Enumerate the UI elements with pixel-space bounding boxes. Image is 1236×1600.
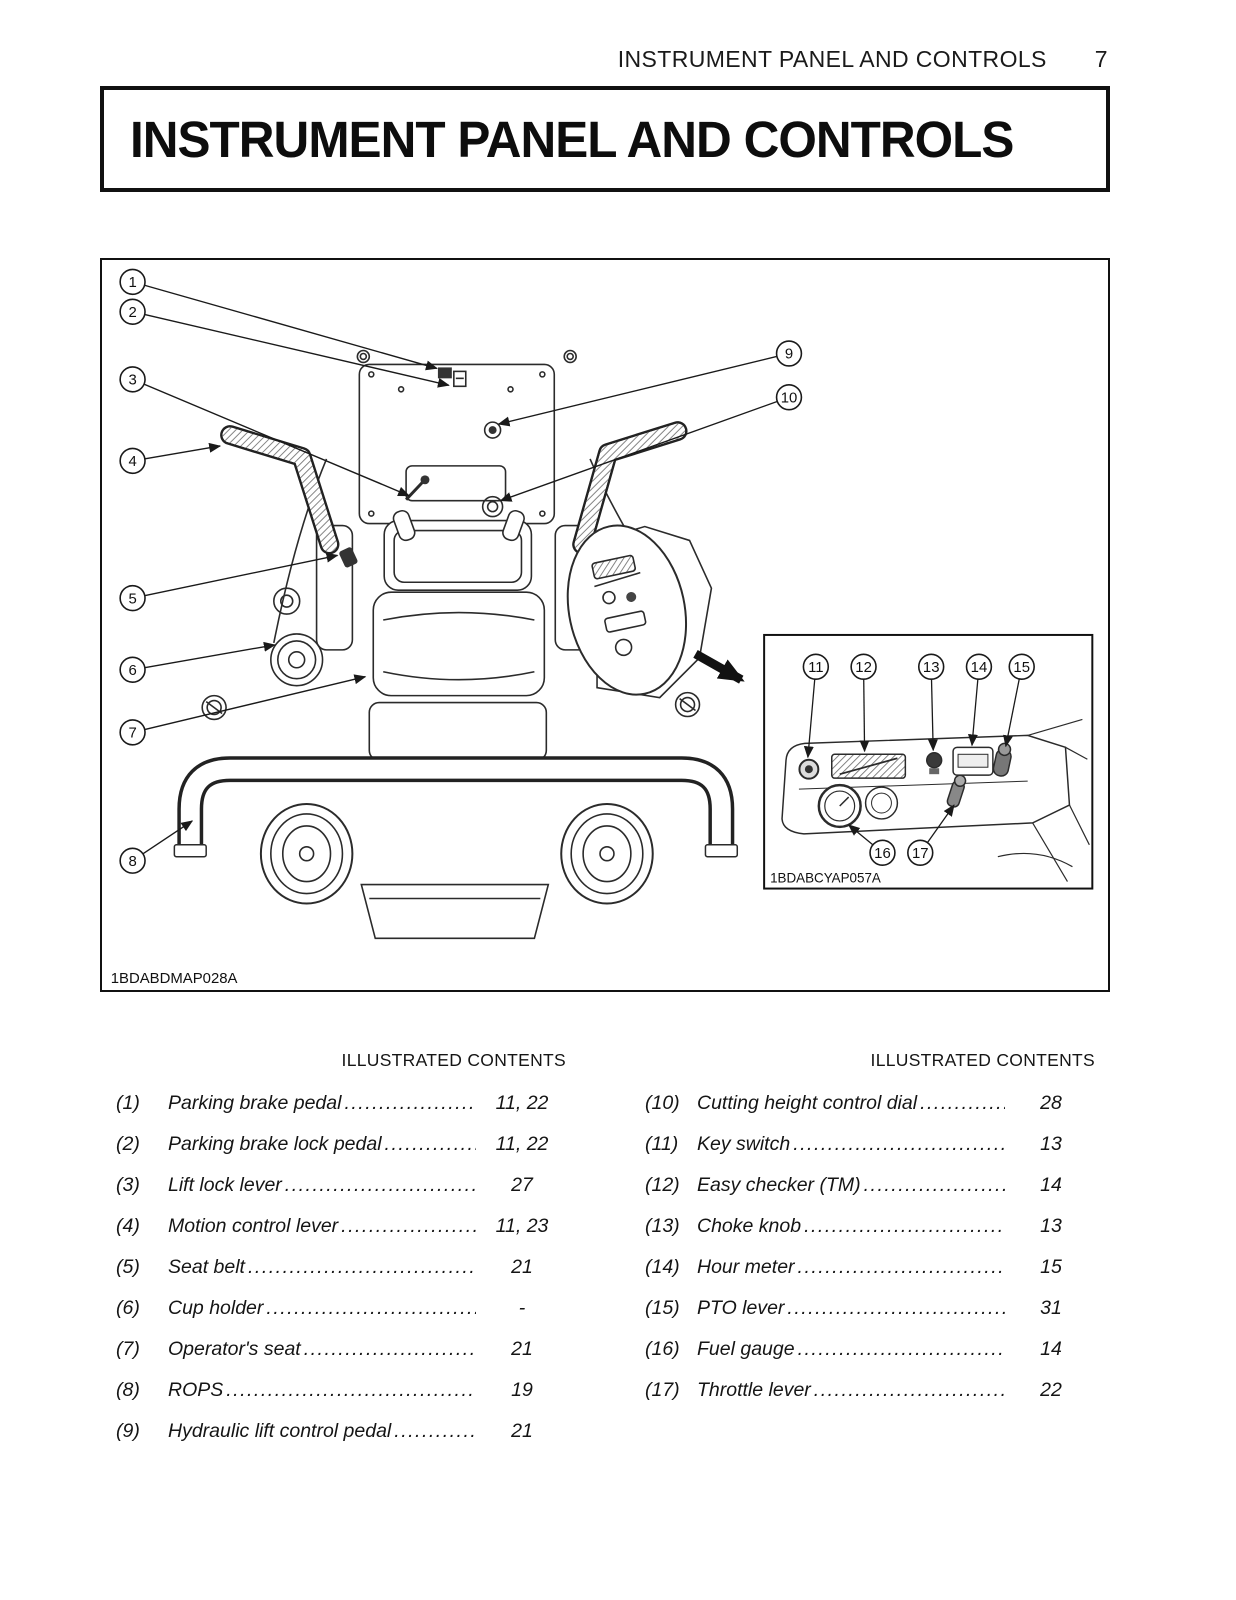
toc-item-7	[116, 1329, 568, 1370]
toc-item-number: (5)	[116, 1256, 140, 1278]
motion-control-lever-left	[230, 435, 329, 544]
toc-item-number: (4)	[116, 1215, 140, 1237]
toc-dots	[798, 1256, 1005, 1279]
figure-code: 1BDABDMAP028A	[110, 971, 238, 988]
svg-text:6: 6	[128, 662, 137, 679]
toc-dots	[248, 1256, 476, 1279]
key-switch-drawing	[799, 760, 818, 779]
callout-4	[120, 448, 145, 473]
svg-text:8: 8	[128, 853, 137, 870]
toc-item-number: (13)	[645, 1215, 680, 1237]
toc-item-10	[645, 1083, 1097, 1124]
toc-dots	[787, 1297, 1005, 1320]
toc-dots	[793, 1133, 1005, 1156]
hour-meter-drawing	[953, 747, 993, 775]
svg-text:9: 9	[784, 346, 794, 363]
toc-dots	[344, 1092, 476, 1115]
callout-10	[777, 385, 802, 410]
toc-item-2	[116, 1124, 568, 1165]
toc-item-number: (11)	[645, 1133, 679, 1155]
toc-item-pages: 11, 23	[495, 1215, 549, 1237]
toc-item-pages: 14	[1040, 1338, 1062, 1360]
toc-item-label: Easy checker (TM)	[697, 1174, 861, 1196]
callout-15	[1009, 654, 1034, 679]
toc-item-pages: 14	[1040, 1174, 1062, 1196]
toc-item-14	[645, 1247, 1097, 1288]
toc-item-pages: 28	[1040, 1092, 1062, 1114]
toc-item-number: (3)	[116, 1174, 140, 1196]
toc-item-pages: 11, 22	[495, 1133, 549, 1155]
contents-heading-right: ILLUSTRATED CONTENTS	[870, 1050, 1095, 1070]
inset-panel	[764, 635, 1092, 889]
toc-item-number: (6)	[116, 1297, 140, 1319]
toc-item-pages: 11, 22	[495, 1092, 549, 1114]
callout-2	[120, 299, 145, 324]
toc-item-5	[116, 1247, 568, 1288]
toc-item-number: (14)	[645, 1256, 680, 1278]
callout-1	[120, 269, 145, 294]
toc-item-8	[116, 1370, 568, 1411]
toc-item-pages: 27	[511, 1174, 533, 1196]
callout-9	[777, 341, 802, 366]
toc-dots	[285, 1174, 476, 1197]
toc-dots	[798, 1338, 1005, 1361]
contents-heading-left: ILLUSTRATED CONTENTS	[341, 1050, 566, 1070]
toc-item-label: Throttle lever	[697, 1379, 811, 1401]
toc-item-label: Choke knob	[697, 1215, 802, 1237]
toc-item-pages: 13	[1040, 1133, 1062, 1155]
toc-item-label: Seat belt	[168, 1256, 245, 1278]
toc-item-number: (12)	[645, 1174, 680, 1196]
toc-item-label: Parking brake lock pedal	[168, 1133, 382, 1155]
toc-item-11	[645, 1124, 1097, 1165]
toc-item-label: Lift lock lever	[168, 1174, 282, 1196]
toc-dots	[394, 1420, 476, 1443]
toc-item-3	[116, 1165, 568, 1206]
svg-text:16: 16	[874, 845, 891, 862]
callout-12	[851, 654, 876, 679]
toc-item-pages: 21	[511, 1420, 533, 1442]
toc-item-13	[645, 1206, 1097, 1247]
mower-illustration	[174, 351, 741, 939]
toc-item-pages: 15	[1040, 1256, 1062, 1278]
svg-text:1: 1	[128, 275, 137, 292]
callout-13	[919, 654, 944, 679]
toc-item-16	[645, 1329, 1097, 1370]
toc-item-number: (10)	[645, 1092, 680, 1114]
svg-text:10: 10	[780, 390, 798, 407]
toc-dots	[226, 1379, 476, 1402]
callout-11	[803, 654, 828, 679]
illustrated-contents-left	[116, 1050, 568, 1452]
toc-item-label: Cup holder	[168, 1297, 264, 1319]
toc-item-number: (9)	[116, 1420, 140, 1442]
callout-5	[120, 586, 145, 611]
toc-item-number: (15)	[645, 1297, 680, 1319]
toc-item-label: Cutting height control dial	[697, 1092, 918, 1114]
toc-dots	[814, 1379, 1005, 1402]
toc-item-label: Fuel gauge	[697, 1338, 795, 1360]
toc-dots	[804, 1215, 1005, 1238]
toc-item-label: Key switch	[697, 1133, 791, 1155]
toc-item-pages: 22	[1040, 1379, 1062, 1401]
toc-item-number: (17)	[645, 1379, 680, 1401]
figure-box	[100, 258, 1110, 992]
svg-text:7: 7	[128, 725, 137, 742]
toc-dots	[920, 1092, 1005, 1115]
svg-text:12: 12	[855, 659, 872, 676]
running-header-title: INSTRUMENT PANEL AND CONTROLS	[617, 46, 1047, 72]
toc-item-label: PTO lever	[697, 1297, 785, 1319]
toc-item-pages: -	[518, 1297, 526, 1319]
page-number: 7	[1094, 46, 1108, 72]
toc-item-number: (2)	[116, 1133, 140, 1155]
chapter-title: INSTRUMENT PANEL AND CONTROLS	[130, 110, 1014, 168]
toc-dots	[266, 1297, 476, 1320]
toc-item-1	[116, 1083, 568, 1124]
callout-14	[967, 654, 992, 679]
toc-item-pages: 31	[1040, 1297, 1062, 1319]
toc-item-17	[645, 1370, 1097, 1411]
toc-item-9	[116, 1411, 568, 1452]
toc-item-15	[645, 1288, 1097, 1329]
toc-dots	[385, 1133, 476, 1156]
toc-dots	[864, 1174, 1005, 1197]
toc-dots	[304, 1338, 476, 1361]
callout-16	[870, 840, 895, 865]
toc-item-number: (8)	[116, 1379, 140, 1401]
svg-text:14: 14	[970, 659, 988, 676]
toc-item-number: (1)	[116, 1092, 140, 1114]
toc-item-pages: 21	[511, 1338, 533, 1360]
inset-pointer-arrow	[696, 654, 742, 680]
toc-item-label: Operator's seat	[168, 1338, 301, 1360]
seat-drawing	[338, 509, 544, 696]
toc-item-pages: 21	[511, 1256, 533, 1278]
toc-item-6	[116, 1288, 568, 1329]
illustrated-contents-right	[645, 1050, 1097, 1411]
svg-text:13: 13	[922, 659, 940, 676]
svg-text:2: 2	[128, 304, 137, 321]
easy-checker-drawing	[832, 754, 906, 778]
toc-item-label: Parking brake pedal	[168, 1092, 342, 1114]
rear-wheel-right	[561, 804, 652, 903]
toc-item-label: Motion control lever	[168, 1215, 339, 1237]
toc-item-4	[116, 1206, 568, 1247]
callout-6	[120, 657, 145, 682]
toc-dots	[341, 1215, 476, 1238]
rear-wheel-left	[261, 804, 352, 903]
svg-text:3: 3	[128, 372, 137, 389]
callout-7	[120, 720, 145, 745]
callout-8	[120, 848, 145, 873]
svg-text:15: 15	[1013, 659, 1031, 676]
svg-text:11: 11	[808, 659, 824, 676]
chapter-title-box	[100, 86, 1110, 192]
toc-item-pages: 19	[511, 1379, 533, 1401]
svg-text:5: 5	[128, 591, 137, 608]
figure-illustration	[102, 260, 1108, 990]
toc-item-12	[645, 1165, 1097, 1206]
toc-item-number: (7)	[116, 1338, 140, 1360]
cup-holder-drawing	[271, 634, 323, 686]
fuel-gauge-drawing	[819, 785, 861, 827]
svg-text:17: 17	[911, 845, 929, 862]
toc-item-number: (16)	[645, 1338, 680, 1360]
callout-17	[908, 840, 933, 865]
toc-item-label: Hour meter	[697, 1256, 795, 1278]
toc-item-label: ROPS	[168, 1379, 224, 1401]
inset-figure-code: 1BDABCYAP057A	[770, 870, 881, 886]
callout-3	[120, 367, 145, 392]
toc-item-pages: 13	[1040, 1215, 1062, 1237]
running-header	[618, 46, 1108, 73]
svg-text:4: 4	[128, 454, 137, 471]
toc-item-label: Hydraulic lift control pedal	[168, 1420, 392, 1442]
